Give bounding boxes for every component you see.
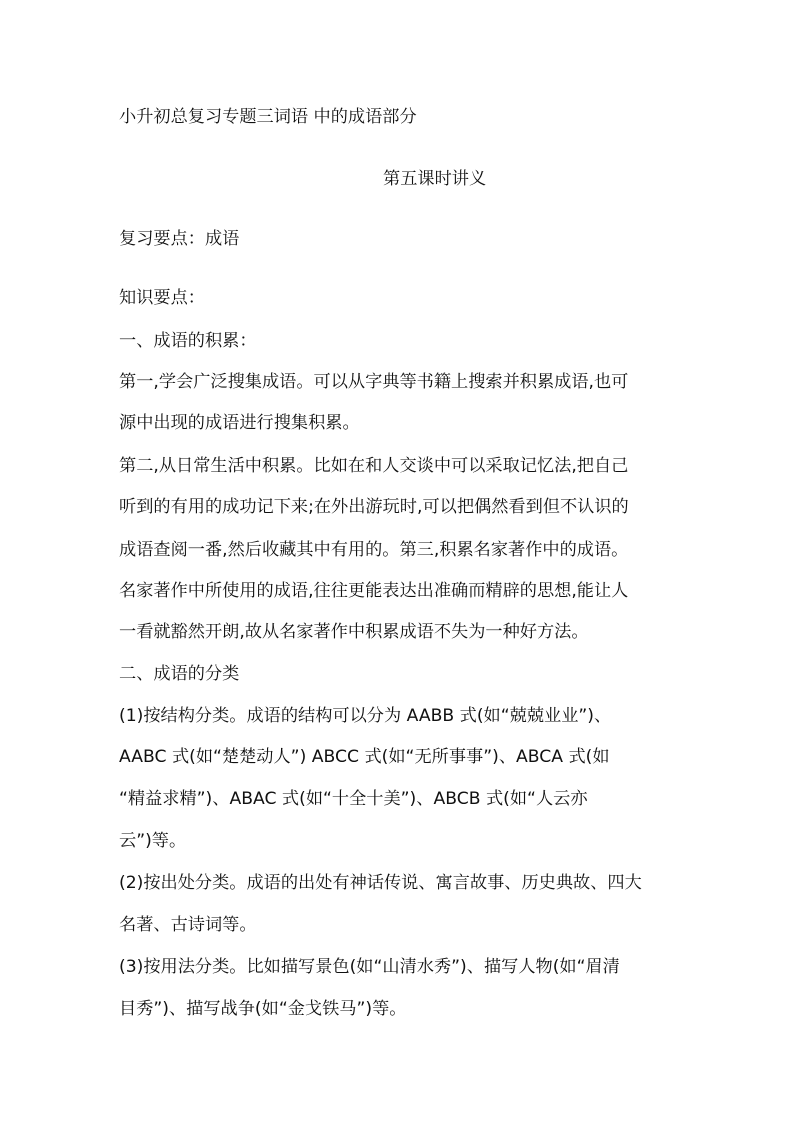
paragraph-line: 成语查阅一番,然后收藏其中有用的。第三,积累名家著作中的成语。 bbox=[119, 540, 629, 560]
document-subtitle: 第五课时讲义 bbox=[383, 169, 487, 189]
document-title: 小升初总复习专题三词语 中的成语部分 bbox=[119, 107, 417, 127]
paragraph-line: (2)按出处分类。成语的出处有神话传说、寓言故事、历史典故、四大 bbox=[119, 873, 642, 893]
review-points-line: 复习要点：成语 bbox=[119, 229, 240, 249]
paragraph-line: AABC 式(如“楚楚动人”) ABCC 式(如“无所事事”)、ABCA 式(如 bbox=[119, 747, 610, 767]
paragraph-line: 目秀”)、描写战争(如“金戈铁马”)等。 bbox=[119, 999, 407, 1019]
paragraph-line: (1)按结构分类。成语的结构可以分为 AABB 式(如“兢兢业业”)、 bbox=[119, 706, 612, 726]
paragraph-line: 第二,从日常生活中积累。比如在和人交谈中可以采取记忆法,把自己 bbox=[119, 456, 629, 476]
paragraph-line: 云”)等。 bbox=[119, 831, 187, 851]
paragraph-line: 第一,学会广泛搜集成语。可以从字典等书籍上搜索并积累成语,也可 bbox=[119, 372, 629, 392]
paragraph-line: 听到的有用的成功记下来;在外出游玩时,可以把偶然看到但不认识的 bbox=[119, 497, 629, 517]
section-heading-classification: 二、成语的分类 bbox=[119, 664, 240, 684]
paragraph-line: 源中出现的成语进行搜集积累。 bbox=[119, 413, 360, 433]
paragraph-line: 一看就豁然开朗,故从名家著作中积累成语不失为一种好方法。 bbox=[119, 622, 589, 642]
knowledge-points-heading: 知识要点： bbox=[119, 288, 205, 308]
paragraph-line: 名著、古诗词等。 bbox=[119, 915, 257, 935]
section-heading-accumulation: 一、成语的积累： bbox=[119, 331, 257, 351]
paragraph-line: 名家著作中所使用的成语,往往更能表达出准确而精辟的思想,能让人 bbox=[119, 581, 629, 601]
paragraph-line: “精益求精”)、ABAC 式(如“十全十美”)、ABCB 式(如“人云亦 bbox=[119, 789, 588, 809]
paragraph-line: (3)按用法分类。比如描写景色(如“山清水秀”)、描写人物(如“眉清 bbox=[119, 957, 620, 977]
